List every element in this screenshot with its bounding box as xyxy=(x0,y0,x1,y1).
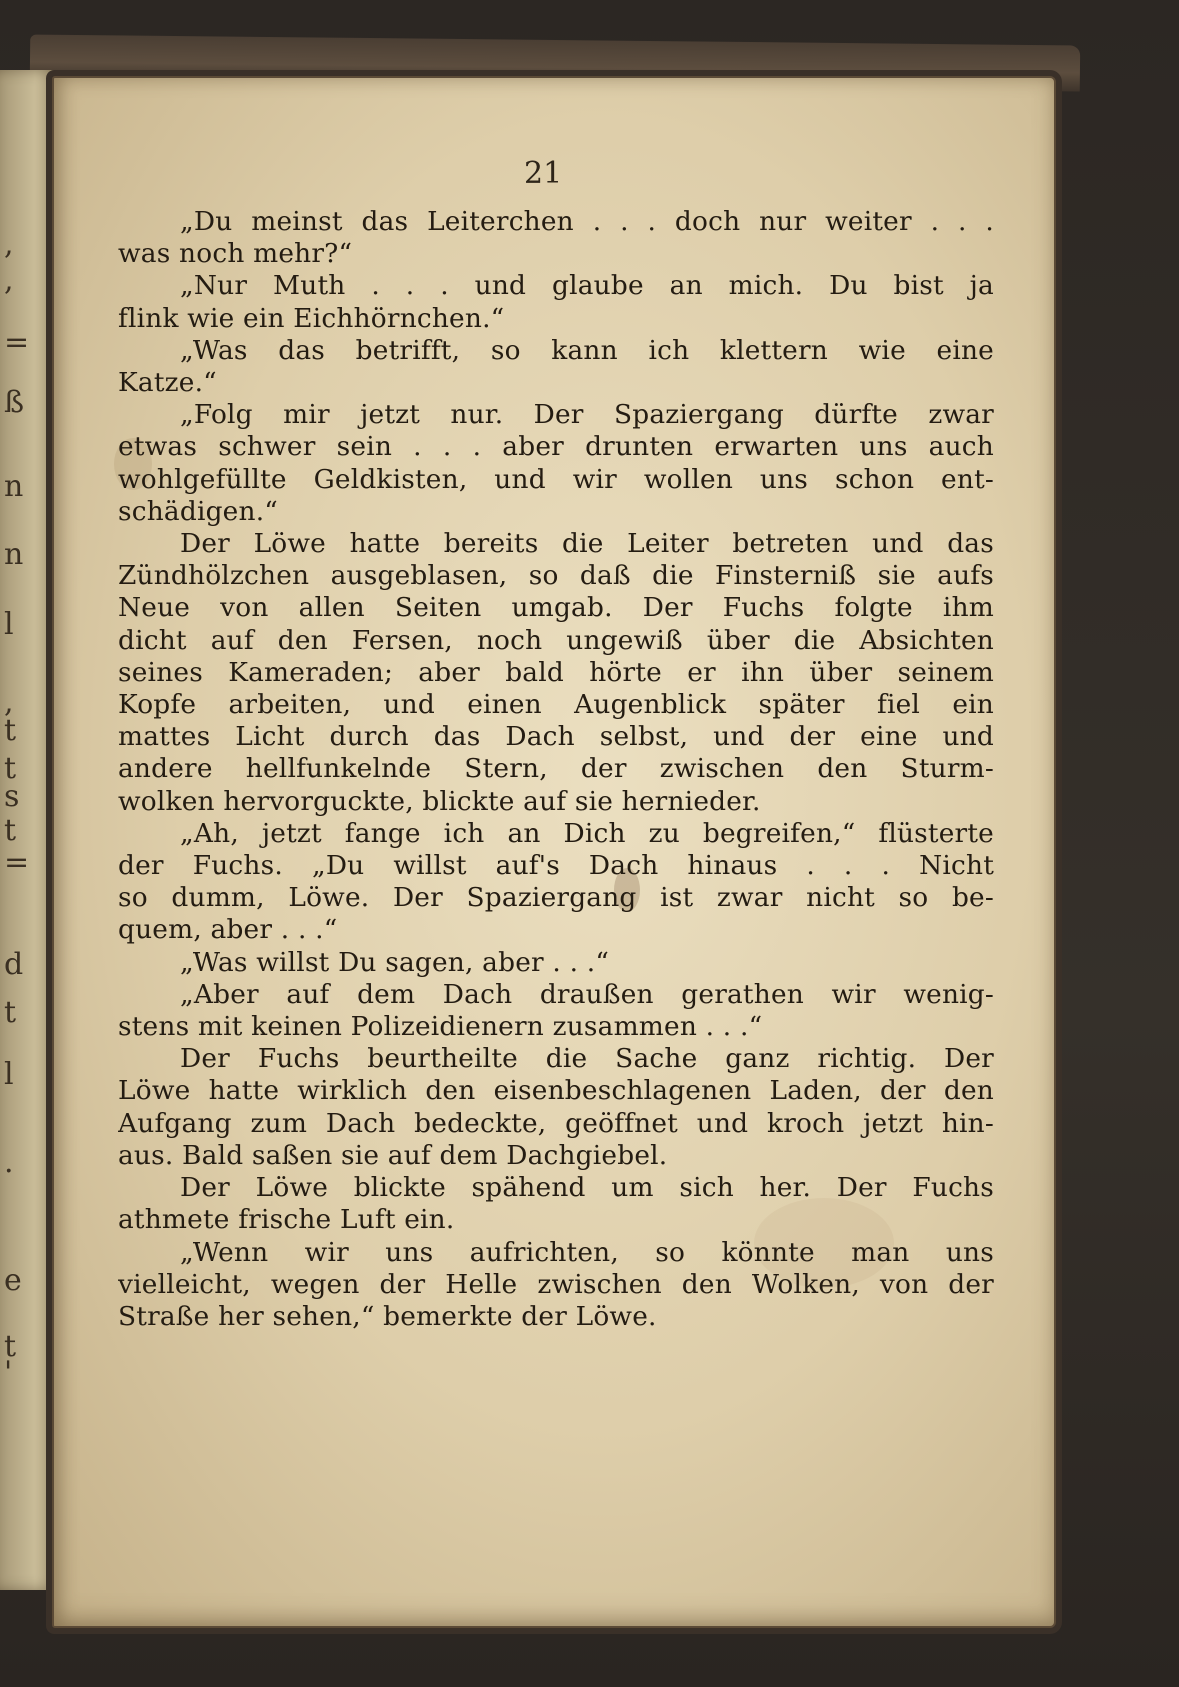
text-line: dicht auf den Fersen, noch ungewiß über die Absichten xyxy=(118,624,994,656)
text-line: „Folg mir jetzt nur. Der Spaziergang dürfte zwar xyxy=(180,399,994,431)
text-line: wohlgefüllte Geldkisten, und wir wollen uns schon ent- xyxy=(118,463,994,495)
text-line: „Ah, jetzt fange ich an Dich zu begreifen,“ flüsterte xyxy=(180,817,994,849)
edge-char: l xyxy=(4,1057,14,1092)
text-line: der Fuchs. „Du willst auf's Dach hinaus . . . Nicht xyxy=(118,850,994,882)
edge-char: , xyxy=(4,227,14,262)
text-line: seines Kameraden; aber bald hörte er ihn über seinem xyxy=(118,656,994,688)
edge-char: d xyxy=(4,947,24,982)
text-line: „Wenn wir uns aufrichten, so könnte man uns xyxy=(180,1236,994,1268)
edge-char: = xyxy=(4,325,30,360)
text-line: Katze.“ xyxy=(118,367,217,399)
text-line: etwas schwer sein . . . aber drunten erwarten uns auch xyxy=(118,431,994,463)
text-line: andere hellfunkelnde Stern, der zwischen den Sturm- xyxy=(118,753,994,785)
edge-char: t xyxy=(4,713,17,748)
edge-char: t xyxy=(4,751,17,786)
book-page xyxy=(52,76,1056,1628)
text-line: „Aber auf dem Dach draußen gerathen wir wenig- xyxy=(180,978,994,1010)
text-line: schädigen.“ xyxy=(118,495,278,527)
edge-char: t xyxy=(4,813,17,848)
text-line: Kopfe arbeiten, und einen Augenblick später fiel ein xyxy=(118,689,994,721)
edge-char: ' xyxy=(4,1355,13,1390)
text-line: Neue von allen Seiten umgab. Der Fuchs folgte ihm xyxy=(118,592,994,624)
text-line: Der Fuchs beurtheilte die Sache ganz richtig. Der xyxy=(180,1043,994,1075)
edge-char: . xyxy=(4,1145,14,1180)
text-line: flink wie ein Eichhörnchen.“ xyxy=(118,302,505,334)
text-line: „Was willst Du sagen, aber . . .“ xyxy=(180,946,610,978)
text-line: „Was das betrifft, so kann ich klettern wie eine xyxy=(180,334,994,366)
body-text xyxy=(118,206,994,1333)
text-line: athmete frische Luft ein. xyxy=(118,1204,455,1236)
text-line: quem, aber . . .“ xyxy=(118,914,338,946)
edge-char: t xyxy=(4,995,17,1030)
text-line: Der Löwe blickte spähend um sich her. Der Fuchs xyxy=(180,1172,994,1204)
text-line: Straße her sehen,“ bemerkte der Löwe. xyxy=(118,1300,657,1332)
page-number: 21 xyxy=(524,156,563,191)
text-line: wolken hervorguckte, blickte auf sie hernieder. xyxy=(118,785,761,817)
text-line: aus. Bald saßen sie auf dem Dachgiebel. xyxy=(118,1139,668,1171)
edge-char: ß xyxy=(4,385,25,420)
text-line: Löwe hatte wirklich den eisenbeschlagenen Laden, der den xyxy=(118,1075,994,1107)
edge-char: t xyxy=(4,1329,17,1364)
edge-char: , xyxy=(4,263,14,298)
edge-char: = xyxy=(4,845,30,880)
text-line: was noch mehr?“ xyxy=(118,238,353,270)
text-line: so dumm, Löwe. Der Spaziergang ist zwar nicht so be- xyxy=(118,882,994,914)
text-line: stens mit keinen Polizeidienern zusammen . . .“ xyxy=(118,1011,763,1043)
edge-char: n xyxy=(4,537,24,572)
text-line: „Du meinst das Leiterchen . . . doch nur weiter . . . xyxy=(180,206,994,237)
edge-char: n xyxy=(4,469,24,504)
text-line: mattes Licht durch das Dach selbst, und der eine und xyxy=(118,721,994,753)
text-line: Aufgang zum Dach bedeckte, geöffnet und kroch jetzt hin- xyxy=(118,1107,994,1139)
edge-char: e xyxy=(4,1263,22,1298)
text-line: Der Löwe hatte bereits die Leiter betreten und das xyxy=(180,528,994,560)
edge-char: l xyxy=(4,607,14,642)
edge-char: , xyxy=(4,685,14,720)
edge-char: s xyxy=(4,779,20,814)
text-line: „Nur Muth . . . und glaube an mich. Du bist ja xyxy=(180,270,994,302)
text-line: vielleicht, wegen der Helle zwischen den Wolken, von der xyxy=(118,1268,994,1300)
text-line: Zündhölzchen ausgeblasen, so daß die Finsterniß sie aufs xyxy=(118,560,994,592)
